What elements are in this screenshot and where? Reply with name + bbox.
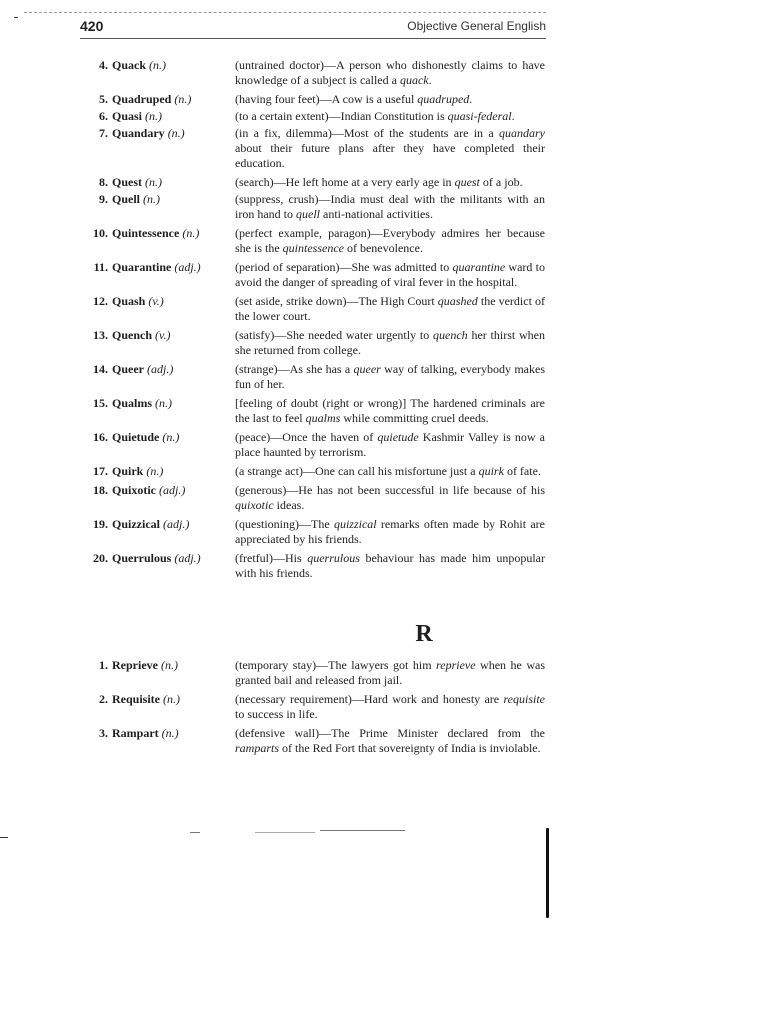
definition-text: (satisfy)—She needed water urgently to — [235, 328, 433, 342]
book-title: Objective General English — [407, 19, 546, 33]
definition-italic-word: ramparts — [235, 741, 280, 755]
definition-text: . — [511, 109, 515, 123]
definition-text: while committing cruel deeds. — [340, 411, 489, 425]
entry-number: 5. — [99, 92, 108, 106]
entry-part-of-speech: (n.) — [182, 226, 200, 240]
entry-word: Quandary — [112, 126, 165, 140]
definition-italic-word: quizzical — [333, 517, 377, 531]
entry-term — [80, 430, 235, 460]
scan-artifact — [255, 832, 315, 833]
scan-mark — [0, 837, 8, 838]
definition-text: (a strange act)—One can call his misfortune just a — [235, 464, 479, 478]
word-entry — [80, 175, 548, 190]
entry-part-of-speech: (n.) — [174, 92, 192, 106]
entry-number: 1. — [99, 658, 108, 672]
definition-text: (defensive wall)—The Prime Minister declared from the — [235, 726, 545, 740]
entry-term — [80, 483, 235, 513]
definition-text: . — [428, 73, 432, 87]
definition-text: way of talking, everybody makes fun of her. — [235, 362, 545, 391]
word-entry — [80, 260, 548, 290]
entry-definition — [235, 92, 545, 107]
entry-number: 18. — [93, 483, 108, 497]
entry-definition — [235, 126, 545, 171]
word-entry — [80, 483, 548, 513]
definition-text: about their future plans after they have completed their education. — [235, 141, 545, 170]
word-entry — [80, 517, 548, 547]
definition-text: remarks often made by Rohit are appreciated by his friends. — [235, 517, 545, 546]
word-entry — [80, 658, 548, 688]
entry-word: Qualms — [112, 396, 153, 410]
entry-definition — [235, 517, 545, 547]
entry-word: Reprieve — [112, 658, 158, 672]
entry-definition — [235, 109, 545, 124]
entry-part-of-speech: (n.) — [155, 396, 173, 410]
entry-number: 6. — [99, 109, 108, 123]
word-entry — [80, 226, 548, 256]
definition-text: (set aside, strike down)—The High Court — [235, 294, 438, 308]
definition-italic-word: quixotic — [235, 498, 274, 512]
entry-part-of-speech: (adj.) — [147, 362, 174, 376]
entry-number: 7. — [99, 126, 108, 140]
top-dashed-line — [24, 12, 546, 13]
definition-italic-word: quack — [399, 73, 429, 87]
definition-italic-word: requisite — [503, 692, 545, 706]
entry-number: 14. — [93, 362, 108, 376]
entry-number: 8. — [99, 175, 108, 189]
definition-italic-word: quadruped — [417, 92, 470, 106]
entry-part-of-speech: (adj.) — [174, 260, 201, 274]
definition-text: to success in life. — [235, 707, 318, 721]
entry-word: Quarantine — [112, 260, 172, 274]
word-entry — [80, 192, 548, 222]
entry-term — [80, 260, 235, 290]
entry-number: 12. — [93, 294, 108, 308]
definition-text: (suppress, crush)—India must deal with the militants with an iron hand to — [235, 192, 545, 221]
definition-text: of a job. — [479, 175, 523, 189]
definition-text: [feeling of doubt (right or wrong)] The hardened criminals are the last to feel — [235, 396, 545, 425]
definition-text: (perfect example, paragon)—Everybody admires her because she is the — [235, 226, 545, 255]
entry-definition — [235, 328, 545, 358]
entry-definition — [235, 551, 545, 581]
definition-italic-word: quest — [454, 175, 480, 189]
entry-definition — [235, 430, 545, 460]
entry-number: 4. — [99, 58, 108, 72]
entry-definition — [235, 294, 545, 324]
entry-term — [80, 464, 235, 479]
definition-text: behaviour has made him unpopular with his friends. — [235, 551, 545, 580]
definition-text: (generous)—He has not been successful in life because of his — [235, 483, 545, 497]
entry-term — [80, 726, 235, 756]
entry-word: Quasi — [112, 109, 143, 123]
entry-part-of-speech: (n.) — [145, 175, 162, 189]
definition-text: ward to avoid the danger of spreading of viral fever in the hospital. — [235, 260, 545, 289]
definition-italic-word: quirk — [478, 464, 504, 478]
entry-word: Quizzical — [112, 517, 160, 531]
entry-number: 10. — [93, 226, 108, 240]
word-entry — [80, 92, 548, 107]
definition-italic-word: querrulous — [307, 551, 360, 565]
definition-italic-word: quietude — [377, 430, 419, 444]
definition-italic-word: qualms — [305, 411, 341, 425]
entry-definition — [235, 260, 545, 290]
entry-definition — [235, 362, 545, 392]
entry-term — [80, 396, 235, 426]
entry-word: Quadruped — [112, 92, 172, 106]
definition-text: (questioning)—The — [235, 517, 334, 531]
definition-text: when he was granted bail and released from jail. — [235, 658, 545, 687]
entry-term — [80, 517, 235, 547]
word-entry — [80, 551, 548, 581]
entry-part-of-speech: (adj.) — [159, 483, 186, 497]
definition-text: (search)—He left home at a very early age in — [235, 175, 455, 189]
entry-word: Quest — [112, 175, 142, 189]
word-entry — [80, 396, 548, 426]
definition-text: (untrained doctor)—A person who dishonestly claims to have knowledge of a subject is called a — [235, 58, 545, 87]
entry-part-of-speech: (n.) — [163, 692, 180, 706]
entry-part-of-speech: (n.) — [143, 192, 161, 206]
word-entry — [80, 464, 548, 479]
entry-word: Quixotic — [112, 483, 156, 497]
entry-part-of-speech: (n.) — [161, 726, 179, 740]
entry-term — [80, 175, 235, 190]
definition-text: (fretful)—His — [235, 551, 308, 565]
word-entry — [80, 328, 548, 358]
word-entry — [80, 692, 548, 722]
definition-italic-word: quarantine — [452, 260, 506, 274]
word-entry — [80, 294, 548, 324]
entry-term — [80, 328, 235, 358]
definition-italic-word: reprieve — [436, 658, 476, 672]
entry-part-of-speech: (n.) — [167, 126, 185, 140]
entry-term — [80, 92, 235, 107]
entry-number: 13. — [93, 328, 108, 342]
entry-definition — [235, 692, 545, 722]
entry-term — [80, 294, 235, 324]
q-word-list — [80, 58, 548, 581]
definition-text: (peace)—Once the haven of — [235, 430, 378, 444]
word-entry — [80, 58, 548, 88]
entry-definition — [235, 726, 545, 756]
entry-definition — [235, 658, 545, 688]
entry-definition — [235, 464, 545, 479]
section-letter-heading: R — [415, 621, 433, 647]
definition-text: Kashmir Valley is now a place haunted by terrorism. — [235, 430, 545, 459]
entry-number: 15. — [93, 396, 108, 410]
entry-part-of-speech: (n.) — [146, 464, 164, 478]
entry-term — [80, 109, 235, 124]
page-number: 420 — [80, 18, 104, 34]
entry-part-of-speech: (n.) — [160, 658, 178, 672]
entry-word: Quack — [112, 58, 147, 72]
entry-definition — [235, 58, 545, 88]
entry-number: 9. — [99, 192, 108, 206]
scan-mark — [14, 17, 18, 18]
entry-word: Quintessence — [112, 226, 180, 240]
definition-text: (in a fix, dilemma)—Most of the students are in a — [235, 126, 499, 140]
entry-part-of-speech: (v.) — [155, 328, 171, 342]
entry-number: 17. — [93, 464, 108, 478]
definition-text: . — [469, 92, 473, 106]
entry-definition — [235, 483, 545, 513]
entry-term — [80, 551, 235, 581]
definition-text: (strange)—As she has a — [235, 362, 354, 376]
entry-part-of-speech: (v.) — [148, 294, 164, 308]
definition-italic-word: queer — [353, 362, 381, 376]
entry-word: Quash — [112, 294, 146, 308]
page-header — [80, 16, 546, 39]
word-entry — [80, 362, 548, 392]
definition-text: (having four feet)—A cow is a useful — [235, 92, 418, 106]
definition-text: of the Red Fort that sovereignty of India is inviolable. — [279, 741, 541, 755]
definition-italic-word: quench — [433, 328, 468, 342]
definition-text: (temporary stay)—The lawyers got him — [235, 658, 437, 672]
entry-number: 3. — [99, 726, 108, 740]
entry-definition — [235, 226, 545, 256]
r-word-list — [80, 658, 548, 756]
entry-number: 2. — [99, 692, 108, 706]
scan-edge-bar — [546, 828, 549, 918]
definition-text: (period of separation)—She was admitted to — [235, 260, 453, 274]
entry-term — [80, 362, 235, 392]
entry-definition — [235, 396, 545, 426]
entry-definition — [235, 192, 545, 222]
entry-part-of-speech: (adj.) — [174, 551, 201, 565]
definition-text: her thirst when she returned from college. — [235, 328, 545, 357]
word-entry — [80, 726, 548, 756]
entry-word: Quietude — [112, 430, 160, 444]
definition-text: (to a certain extent)—Indian Constitution is — [235, 109, 448, 123]
entry-word: Querrulous — [112, 551, 172, 565]
scan-artifact — [320, 830, 405, 831]
entry-definition — [235, 175, 545, 190]
word-entry — [80, 109, 548, 124]
definition-italic-word: quintessence — [282, 241, 344, 255]
entry-word: Quench — [112, 328, 153, 342]
entry-word: Quirk — [112, 464, 144, 478]
entry-number: 16. — [93, 430, 108, 444]
entry-word: Requisite — [112, 692, 160, 706]
entry-number: 20. — [93, 551, 108, 565]
definition-italic-word: quandary — [499, 126, 545, 140]
entry-term — [80, 126, 235, 171]
word-entry — [80, 430, 548, 460]
definition-text: the verdict of the lower court. — [235, 294, 545, 323]
definition-text: ideas. — [273, 498, 305, 512]
entry-number: 19. — [93, 517, 108, 531]
definition-italic-word: quasi-federal — [447, 109, 512, 123]
definition-text: anti-national activities. — [320, 207, 433, 221]
definition-text: (necessary requirement)—Hard work and honesty are — [235, 692, 504, 706]
entry-term — [80, 226, 235, 256]
entry-term — [80, 192, 235, 222]
definition-text: of benevolence. — [343, 241, 423, 255]
definition-italic-word: quashed — [437, 294, 478, 308]
entry-term — [80, 658, 235, 688]
entry-word: Rampart — [112, 726, 159, 740]
entry-number: 11. — [93, 260, 108, 274]
scan-artifact — [190, 832, 200, 833]
entry-word: Queer — [112, 362, 144, 376]
entry-part-of-speech: (n.) — [149, 58, 167, 72]
entry-part-of-speech: (n.) — [162, 430, 180, 444]
entry-part-of-speech: (adj.) — [163, 517, 190, 531]
entry-term — [80, 58, 235, 88]
entry-term — [80, 692, 235, 722]
definition-text: of fate. — [503, 464, 541, 478]
word-entry — [80, 126, 548, 171]
entry-word: Quell — [112, 192, 141, 206]
definition-italic-word: quell — [296, 207, 320, 221]
entry-part-of-speech: (n.) — [145, 109, 163, 123]
